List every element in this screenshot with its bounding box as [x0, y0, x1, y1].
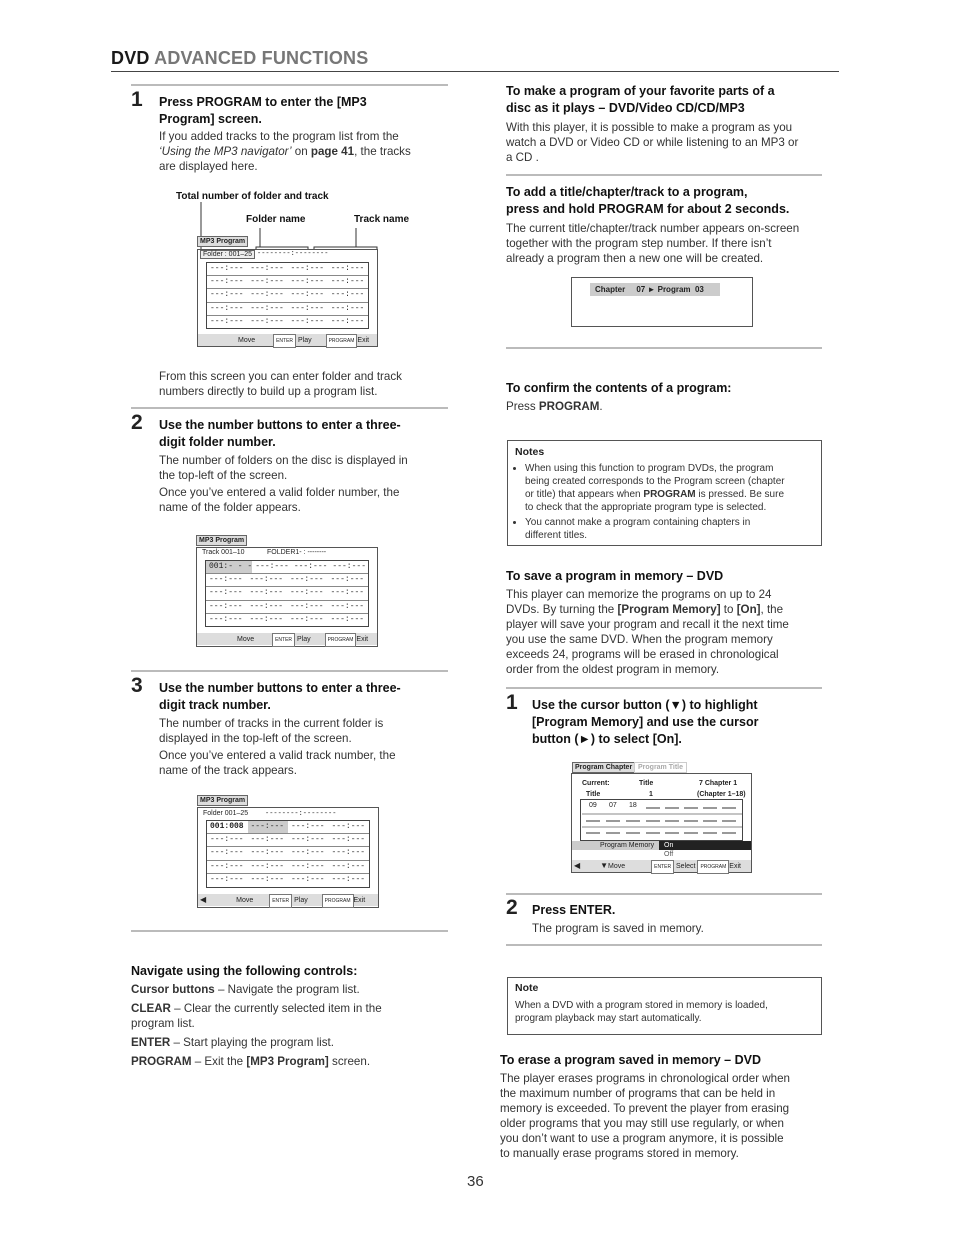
folder-count: Folder : 001–25	[200, 250, 255, 259]
rstep1-heading: Use the cursor button (▼) to highlight [Program Memory] and use the cursor button (►) to select [On].	[532, 698, 759, 746]
divider	[131, 84, 448, 86]
callout-track: Track name	[354, 214, 410, 225]
folder-name: FOLDER1- : --------	[267, 549, 327, 556]
table-row: ---:--- ---:--- ---:--- ---:---	[207, 861, 369, 874]
program-slot-lines	[582, 800, 742, 840]
make-body: With this player, it is possible to make a program as you watch a DVD or Video CD or while listening to an MP3 or a CD .	[506, 121, 799, 164]
confirm-body: Press PROGRAM.	[506, 400, 603, 413]
save-heading: To save a program in memory – DVD	[506, 569, 724, 583]
table-row: ---:--- ---:--- ---:--- ---:---	[207, 289, 368, 302]
divider	[506, 347, 822, 349]
chapter-range: (Chapter 1–18)	[697, 791, 746, 798]
page-title	[111, 48, 368, 69]
header-rule	[111, 71, 839, 72]
entry-1: 09	[589, 802, 597, 809]
table-row: ---:--- ---:--- ---:--- ---:---	[207, 834, 369, 847]
table-row: 001:008 ---:--- ---:--- ---:---	[207, 821, 369, 834]
screen-tab: MP3 Program	[197, 795, 248, 806]
title-bold: DVD	[111, 48, 150, 68]
down-arrow-icon: ▼	[600, 861, 609, 870]
divider	[506, 174, 822, 176]
step-number: 1	[131, 88, 143, 111]
notes-title: Notes	[515, 446, 545, 458]
memory-off-option[interactable]: Off	[664, 851, 674, 858]
table-row: ---:--- ---:--- ---:--- ---:---	[207, 276, 368, 289]
table-row: ---:--- ---:--- ---:--- ---:---	[209, 614, 365, 624]
divider	[506, 687, 822, 689]
step3-body: The number of tracks in the current folder is displayed in the top-left of the screen. Once you’ve entered a valid track number, the name of the track appears.	[159, 717, 396, 777]
table-row: 001:- - - ---:--- ---:--- ---:---	[206, 561, 368, 574]
note-title: Note	[515, 982, 539, 994]
program-memory-label: Program Memory	[600, 842, 655, 849]
screen-footer: Move ENTER Play PROGRAM Exit	[197, 633, 377, 645]
divider	[131, 930, 448, 932]
current-label: Current:	[582, 780, 610, 787]
screen-tab: MP3 Program	[197, 236, 248, 247]
step2-heading: Use the number buttons to enter a three- digit folder number.	[159, 418, 401, 449]
step1-body: If you added tracks to the program list from the ‘Using the MP3 navigator’ on page 41, the tracks are displayed here.	[159, 130, 411, 173]
confirm-heading: To confirm the contents of a program:	[506, 381, 732, 395]
table-row: ---:--- ---:--- ---:--- ---:---	[206, 601, 368, 614]
divider	[506, 944, 822, 946]
title-value: 1	[649, 791, 653, 798]
screen-tab: MP3 Program	[196, 535, 247, 546]
chapter-column: 7 Chapter 1	[699, 780, 738, 787]
navigate-heading: Navigate using the following controls:	[131, 964, 358, 978]
tab-program-title: Program Title	[634, 762, 687, 773]
program-grid	[206, 262, 369, 329]
table-row: ---:--- ---:--- ---:--- ---:---	[206, 574, 368, 587]
title-light: ADVANCED FUNCTIONS	[154, 48, 369, 68]
divider	[131, 407, 448, 409]
save-body: This player can memorize the programs on up to 24 DVDs. By turning the [Program Memory] to [On], the player will save your program and recall it the next time you use the same DVD. When the program memory exceeds 24, programs will be erased in chronological order from the oldest program in memory.	[506, 588, 789, 676]
step1-after: From this screen you can enter folder and track numbers directly to build up a program list.	[159, 370, 402, 398]
left-arrow-icon: ◀	[200, 895, 207, 904]
make-heading: To make a program of your favorite parts of a disc as it plays – DVD/Video CD/CD/MP3	[506, 84, 775, 115]
navigate-controls: Cursor buttons – Navigate the program list. CLEAR – Clear the currently selected item in the program list. ENTER – Start playing the program list. PROGRAM – Exit the [MP3 Program] screen.	[131, 983, 382, 1068]
divider	[131, 670, 448, 672]
table-row: ---:--- ---:--- ---:--- ---:---	[207, 303, 368, 316]
table-row: ---:--- ---:--- ---:--- ---:---	[210, 316, 365, 326]
screen-footer: Move ENTER Play PROGRAM Exit	[198, 334, 377, 346]
folder-track-slot: --------:--------	[265, 810, 337, 818]
title-label: Title	[586, 791, 601, 798]
erase-heading: To erase a program saved in memory – DVD	[500, 1053, 761, 1067]
memory-on-option[interactable]: On	[659, 841, 751, 850]
screen-footer: ◀ ▼Move ENTER Select PROGRAM Exit	[572, 860, 751, 872]
step-number: 3	[131, 674, 143, 697]
step-number: 2	[506, 896, 518, 919]
notes-list: • When using this function to program DVDs, the program being created corresponds to the Program screen (chapter or title) that appears when PROGRAM is pressed. Be sure to check that the appropriate program type is selected. • You cannot make a program containing chapters in different titles.	[514, 462, 814, 544]
step2-body: The number of folders on the disc is displayed in the top-left of the screen. Once you’ve entered a valid folder number, the name of the folder appears.	[159, 454, 408, 514]
osd-bar: Chapter 07 ► Program 03	[590, 283, 720, 296]
page-number: 36	[467, 1173, 484, 1190]
step1-heading: Press PROGRAM to enter the [MP3 Program] screen.	[159, 95, 367, 126]
step-number: 1	[506, 691, 518, 714]
note-text: When a DVD with a program stored in memory is loaded, program playback may start automatically.	[515, 1000, 768, 1024]
entry-3: 18	[629, 802, 637, 809]
erase-body: The player erases programs in chronological order when the maximum number of programs that can be held in memory is exceeded. To prevent the player from erasing older programs that you may still use regularly, or when you don’t want to use a program anymore, it is possible to manually erase programs stored in memory.	[500, 1072, 790, 1160]
screen-footer: ◀ Move ENTER Play PROGRAM Exit	[198, 894, 378, 906]
table-row: ---:--- ---:--- ---:--- ---:---	[207, 847, 369, 860]
callout-total: Total number of folder and track	[176, 191, 329, 202]
track-count: Track 001–10	[202, 549, 245, 556]
program-grid	[205, 560, 369, 627]
step3-heading: Use the number buttons to enter a three- digit track number.	[159, 681, 401, 712]
table-row: ---:--- ---:--- ---:--- ---:---	[206, 587, 368, 600]
step-number: 2	[131, 411, 143, 434]
folder-track-slot: --------:--------	[257, 250, 329, 258]
table-row: ---:--- ---:--- ---:--- ---:---	[207, 263, 368, 276]
table-row: ---:--- ---:--- ---:--- ---:---	[210, 874, 366, 884]
rstep2-body: The program is saved in memory.	[532, 922, 704, 935]
folder-count: Folder 001–25	[203, 810, 249, 817]
divider	[506, 893, 822, 895]
tab-program-chapter: Program Chapter	[572, 762, 635, 773]
title-column: Title	[639, 780, 654, 787]
callout-folder: Folder name	[246, 214, 306, 225]
left-arrow-icon: ◀	[574, 861, 581, 870]
add-body: The current title/chapter/track number appears on-screen together with the program step number. If there isn’t already a program then a new one will be created.	[506, 222, 800, 265]
entry-2: 07	[609, 802, 617, 809]
add-heading: To add a title/chapter/track to a program, press and hold PROGRAM for about 2 seconds.	[506, 185, 790, 216]
rstep2-heading: Press ENTER.	[532, 903, 616, 917]
program-grid	[206, 820, 370, 888]
